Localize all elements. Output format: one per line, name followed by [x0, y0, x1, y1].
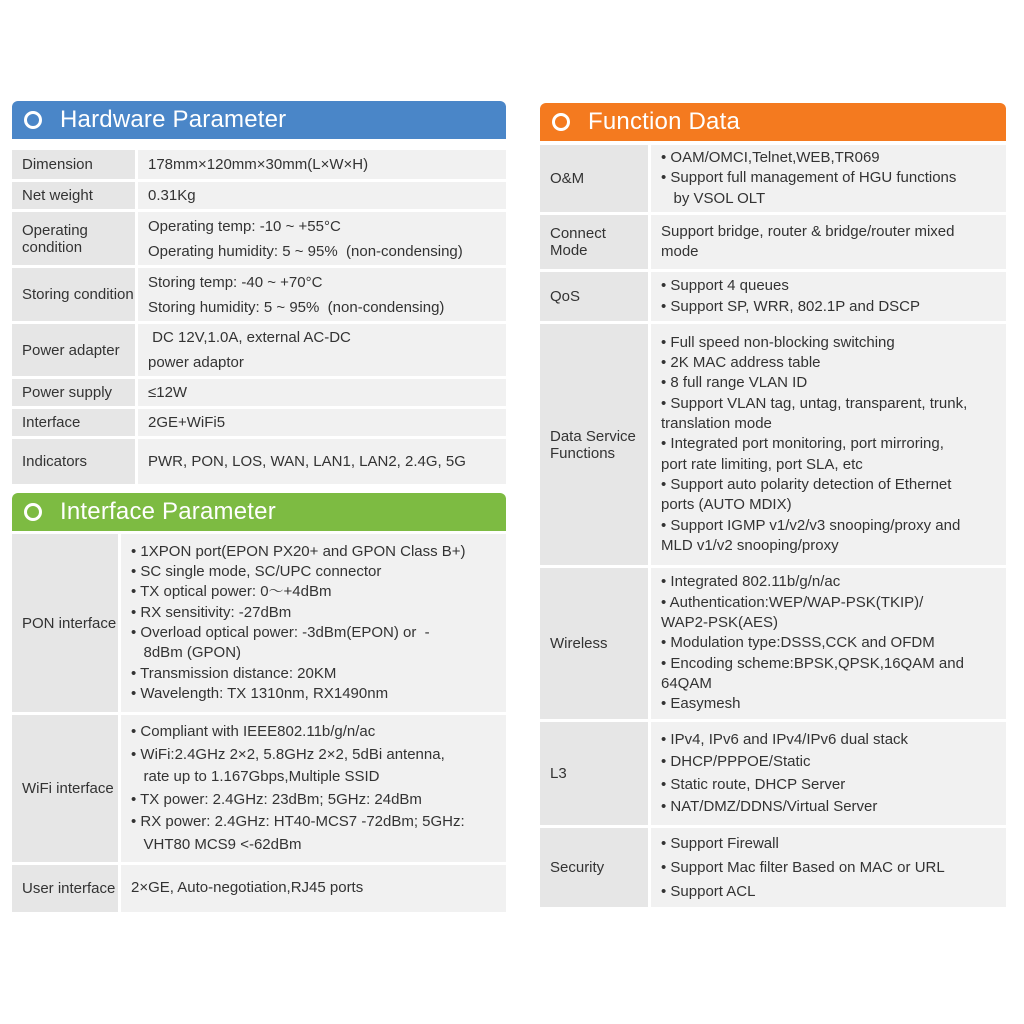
row-value-text: WAP2-PSK(AES) [661, 614, 778, 632]
row-label [12, 439, 135, 484]
row-value-text: • SC single mode, SC/UPC connector [131, 563, 382, 581]
row-value-text: • Compliant with IEEE802.11b/g/n/ac [131, 723, 376, 740]
ring-icon [24, 503, 42, 521]
row-value-text: • TX power: 2.4GHz: 23dBm; 5GHz: 24dBm [131, 790, 422, 808]
row-value-text: • RX sensitivity: -27dBm [131, 603, 292, 621]
row-value [138, 324, 506, 376]
table-row [540, 324, 1006, 565]
row-value [138, 182, 506, 209]
table-row [12, 268, 506, 321]
table-row [540, 722, 1006, 825]
row-value-text: • Overload optical power: -3dBm(EPON) or - [131, 624, 430, 641]
row-label-text: Power supply [22, 384, 113, 401]
row-value-text: • Easymesh [661, 695, 741, 713]
row-value-text: • DHCP/PPPOE/Static [661, 753, 811, 770]
row-label-text: Wireless [550, 635, 608, 652]
row-label [540, 324, 648, 565]
row-value-text: VHT80 MCS9 <-62dBm [131, 835, 302, 853]
row-label-text: Storing condition [22, 286, 134, 303]
row-value-text: • OAM/OMCI,Telnet,WEB,TR069 [661, 149, 880, 167]
row-label-text: Connect [550, 225, 606, 242]
row-value [121, 865, 506, 912]
row-label-text: Operating [22, 221, 88, 239]
row-label [12, 182, 135, 209]
row-value-text: MLD v1/v2 snooping/proxy [661, 536, 839, 554]
row-value-text: Operating humidity: 5 ~ 95% (non-condensing) [148, 242, 463, 260]
row-label [12, 379, 135, 406]
table-row [12, 150, 506, 179]
row-label [12, 409, 135, 436]
ring-icon [24, 111, 42, 129]
row-value-text: • RX power: 2.4GHz: HT40-MCS7 -72dBm; 5GHz: [131, 813, 465, 830]
row-value-text: • Integrated port monitoring, port mirroring, [661, 435, 944, 453]
row-value [138, 409, 506, 436]
row-label [12, 865, 118, 912]
row-label [12, 268, 135, 321]
row-value [121, 534, 506, 712]
row-label [12, 534, 118, 712]
row-value-text: mode [661, 243, 699, 260]
row-value [651, 215, 1006, 269]
table-row [540, 272, 1006, 321]
section-title: Function Data [588, 108, 741, 135]
row-value-text: • Transmission distance: 20KM [131, 664, 337, 682]
row-value-text: • Support auto polarity detection of Ethernet [661, 475, 952, 493]
row-value-text: ports (AUTO MDIX) [661, 496, 792, 514]
row-value-text: translation mode [661, 415, 772, 433]
table-row [12, 379, 506, 406]
row-value-text: • Support 4 queues [661, 277, 789, 295]
row-value [138, 212, 506, 265]
table-row [540, 568, 1006, 719]
row-label-text: Mode [550, 242, 588, 259]
row-value-text: 0.31Kg [148, 187, 196, 204]
row-value-text: • Support SP, WRR, 802.1P and DSCP [661, 297, 920, 315]
row-value-text: Operating temp: -10 ~ +55°C [148, 217, 341, 235]
row-value-text: ≤12W [148, 384, 188, 401]
row-value [138, 268, 506, 321]
table-row [540, 145, 1006, 212]
row-label-text: Indicators [22, 453, 88, 470]
row-label-text: WiFi interface [22, 780, 114, 797]
row-value-text: • 2K MAC address table [661, 354, 821, 372]
row-value-text: • Support Firewall [661, 834, 779, 852]
row-value-text: 8dBm (GPON) [131, 644, 242, 662]
row-value-text: 64QAM [661, 674, 712, 692]
row-label-text: Data Service [550, 427, 636, 445]
row-value-text: Support bridge, router & bridge/router mixed [661, 222, 955, 240]
row-value-text: Storing temp: -40 ~ +70°C [148, 273, 323, 291]
table-row [12, 534, 506, 712]
row-label-text: L3 [550, 765, 567, 782]
row-value-text: • 1XPON port(EPON PX20+ and GPON Class B+) [131, 542, 466, 560]
row-value [651, 145, 1006, 212]
row-value-text: • 8 full range VLAN ID [661, 374, 808, 392]
row-value-text: • Integrated 802.11b/g/n/ac [661, 573, 841, 591]
table-row [12, 324, 506, 376]
interface-header [12, 493, 506, 531]
row-value-text: • Modulation type:DSSS,CCK and OFDM [661, 634, 935, 652]
row-value [138, 379, 506, 406]
row-value-text: 178mm×120mm×30mm(L×W×H) [148, 156, 369, 173]
row-label-text: Dimension [22, 156, 93, 173]
row-value [651, 828, 1006, 907]
row-value-text: • TX optical power: 0～+4dBm [131, 583, 332, 601]
row-label-text: Power adapter [22, 341, 120, 359]
row-value-text: rate up to 1.167Gbps,Multiple SSID [131, 768, 380, 785]
table-row [12, 182, 506, 209]
hardware-section [12, 101, 506, 485]
row-value [651, 324, 1006, 565]
row-label [540, 568, 648, 719]
ring-icon [552, 113, 570, 131]
row-label-text: O&M [550, 170, 585, 187]
row-label-text: Net weight [22, 187, 93, 204]
row-value [138, 150, 506, 179]
row-label-text: condition [22, 238, 83, 256]
table-row [540, 828, 1006, 907]
function-header [540, 103, 1006, 141]
row-value-text: • IPv4, IPv6 and IPv4/IPv6 dual stack [661, 730, 909, 748]
row-label [12, 324, 135, 376]
table-row [540, 215, 1006, 269]
row-value-text: port rate limiting, port SLA, etc [661, 455, 863, 473]
row-value [651, 568, 1006, 719]
row-value-text: • WiFi:2.4GHz 2×2, 5.8GHz 2×2, 5dBi antenna, [131, 745, 445, 763]
row-value-text: power adaptor [148, 354, 244, 371]
table-row [12, 212, 506, 265]
row-value-text: • Authentication:WEP/WAP-PSK(TKIP)/ [661, 593, 924, 611]
row-label [540, 215, 648, 269]
row-label-text: User interface [22, 880, 116, 897]
row-value-text: • Support VLAN tag, untag, transparent, trunk, [661, 394, 968, 412]
row-value-text: • Support ACL [661, 882, 756, 900]
row-value [651, 272, 1006, 321]
row-label [12, 212, 135, 265]
table-row [12, 715, 506, 862]
row-value [121, 715, 506, 862]
row-value [651, 722, 1006, 825]
row-label-text: Security [550, 859, 605, 876]
row-label [12, 715, 118, 862]
row-value-text: • Support IGMP v1/v2/v3 snooping/proxy and [661, 516, 961, 534]
row-value [138, 439, 506, 484]
section-title: Hardware Parameter [60, 106, 287, 133]
row-label-text: Functions [550, 444, 616, 462]
row-label-text: Interface [22, 414, 81, 431]
row-value-text: • NAT/DMZ/DDNS/Virtual Server [661, 798, 878, 815]
row-label [540, 828, 648, 907]
row-value-text: • Wavelength: TX 1310nm, RX1490nm [131, 684, 389, 702]
row-value-text: • Support Mac filter Based on MAC or URL [661, 858, 945, 876]
row-label-text: QoS [550, 288, 581, 305]
row-label [540, 722, 648, 825]
table-row [12, 439, 506, 484]
row-value-text: by VSOL OLT [661, 189, 766, 207]
row-value-text: • Static route, DHCP Server [661, 775, 846, 793]
row-label-text: PON interface [22, 614, 117, 632]
row-value-text: • Support full management of HGU functions [661, 169, 957, 187]
row-value-text: 2×GE, Auto-negotiation,RJ45 ports [131, 879, 364, 897]
function-section [540, 103, 1006, 903]
row-value-text: Storing humidity: 5 ~ 95% (non-condensing) [148, 298, 445, 316]
row-label [540, 272, 648, 321]
row-value-text: DC 12V,1.0A, external AC-DC [148, 329, 351, 346]
row-value-text: • Full speed non-blocking switching [661, 333, 895, 351]
row-label [12, 150, 135, 179]
interface-section [12, 493, 506, 913]
row-value-text: PWR, PON, LOS, WAN, LAN1, LAN2, 2.4G, 5G [148, 453, 466, 470]
section-title: Interface Parameter [60, 498, 276, 525]
row-value-text: 2GE+WiFi5 [148, 414, 226, 431]
table-row [12, 409, 506, 436]
hardware-header [12, 101, 506, 139]
table-row [12, 865, 506, 912]
row-value-text: • Encoding scheme:BPSK,QPSK,16QAM and [661, 654, 964, 672]
row-label [540, 145, 648, 212]
